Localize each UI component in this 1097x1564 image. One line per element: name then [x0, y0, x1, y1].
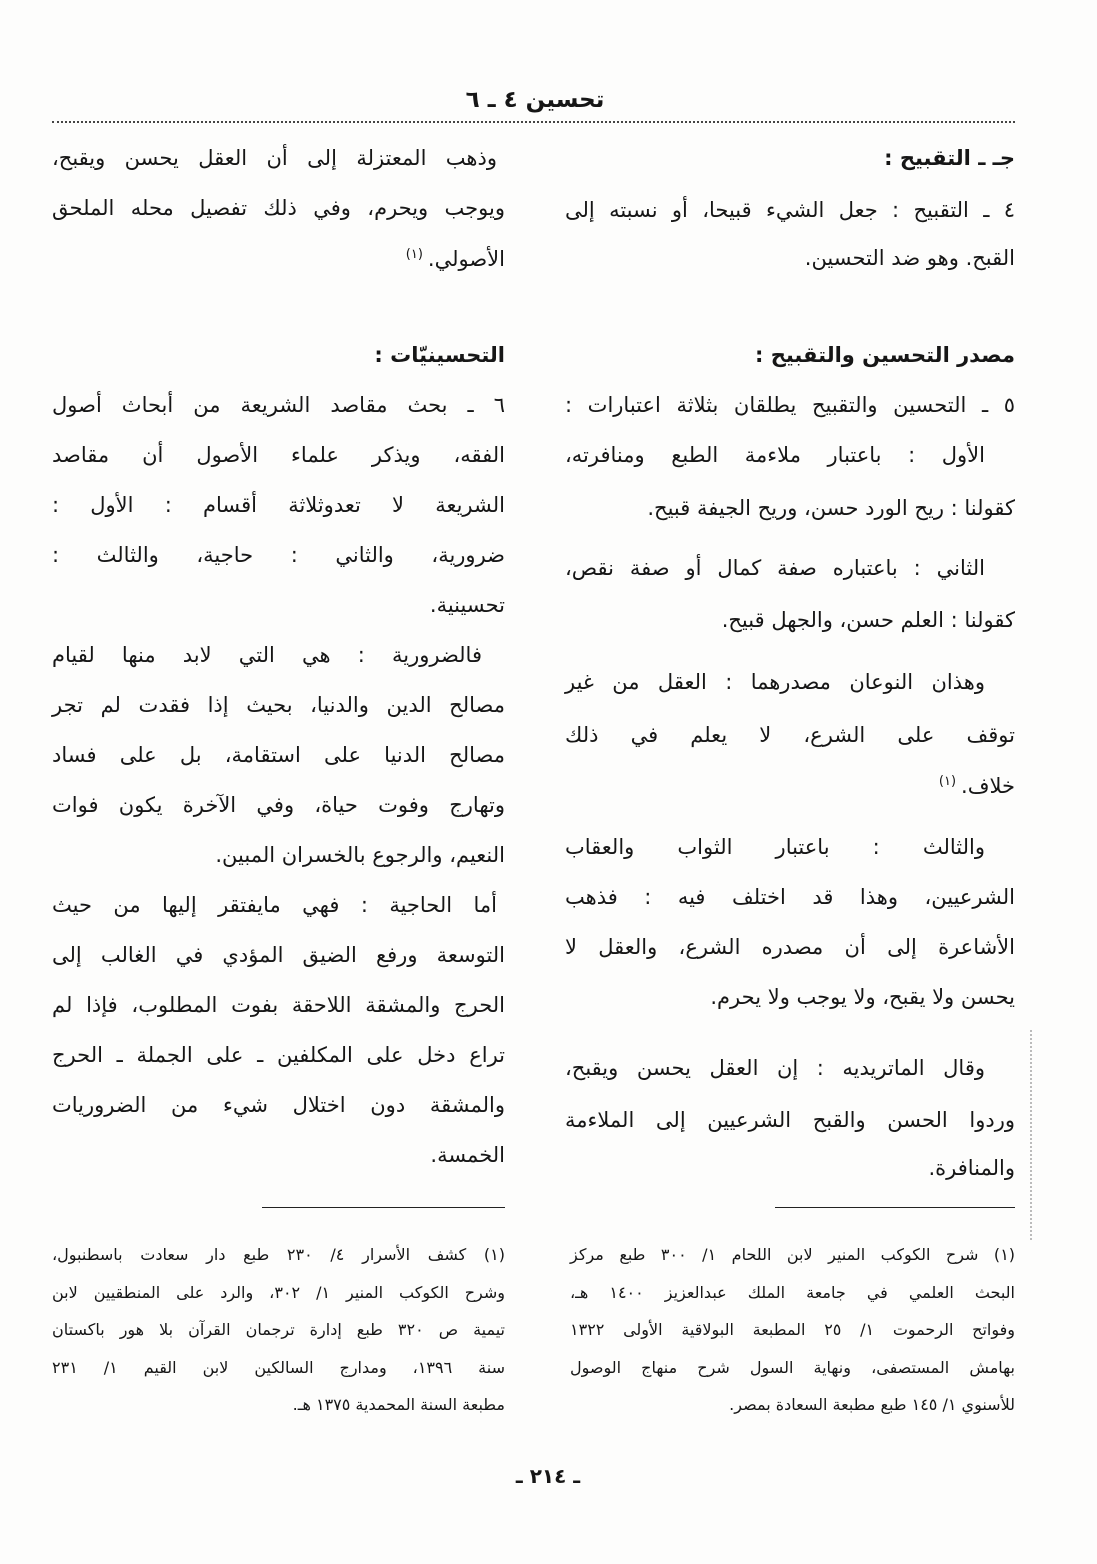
text-line: فالضرورية : هي التي لابد منها لقيام [52, 643, 482, 667]
text-line: كقولنا : العلم حسن، والجهل قبيح. [721, 608, 1015, 632]
text-line: مصالح الدين والدنيا، بحيث إذا فقدت لم تجر [52, 693, 505, 717]
text-line: التوسعة ورفع الضيق المؤدي في الغالب إلى [52, 943, 505, 967]
footnote-line: (١) كشف الأسرار ٤/ ٢٣٠ طبع دار سعادت باسطنبول، [52, 1245, 505, 1264]
running-header: تحسين ٤ ـ ٦ [465, 87, 605, 113]
text-line: ضرورية، والثاني : حاجية، والثالث : [52, 543, 505, 567]
text-line: والثالث : باعتبار الثواب والعقاب [565, 835, 985, 859]
text-line: وهذان النوعان مصدرهما : العقل من غير [565, 670, 985, 694]
section-heading-source: مصدر التحسين والتقبيح : [755, 343, 1015, 367]
text-line: الأول : باعتبار ملاءمة الطبع ومنافرته، [565, 443, 985, 467]
text-line: ٤ ـ التقبيح : جعل الشيء قبيحا، أو نسبته إلى [565, 198, 1015, 222]
footnote-separator-right [775, 1207, 1015, 1208]
footnote-line: وشرح الكوكب المنير ١/ ٣٠٢، والرد على المنطقيين لابن [52, 1283, 505, 1302]
text-line: وتهارج وفوت حياة، وفي الآخرة يكون فوات [52, 793, 505, 817]
text-line: والمشقة دون اختلال شيء من الضروريات [52, 1093, 505, 1117]
header-dotted-rule [52, 121, 1015, 123]
footnote-line: بهامش المستصفى، ونهاية السول شرح منهاج الوصول [570, 1358, 1015, 1377]
footnote-separator-left [262, 1207, 505, 1208]
text-line: الخمسة. [430, 1143, 505, 1167]
footnote-line: (١) شرح الكوكب المنير لابن اللحام ١/ ٣٠٠ طبع مركز [570, 1245, 1016, 1264]
footnote-line: البحث العلمي في جامعة الملك عبدالعزيز ١٤٠٠ هـ، [570, 1283, 1016, 1302]
text-line: الفقه، ويذكر علماء الأصول أن مقاصد [52, 443, 505, 467]
text-line: ٥ ـ التحسين والتقبيح يطلقان بثلاثة اعتبارات : [565, 393, 1015, 417]
margin-dotted-mark [1030, 1030, 1032, 1240]
section-heading-tahsiniyat: التحسينيّات : [374, 343, 505, 367]
text-line [52, 235, 505, 275]
line-text: خلاف. [961, 774, 1015, 798]
text-line: تراع دخل على المكلفين ـ على الجملة ـ الحرج [52, 1043, 505, 1067]
text-line: وذهب المعتزلة إلى أن العقل يحسن ويقبح، [52, 146, 497, 170]
text-line: مصالح الدنيا على استقامة، بل على فساد [52, 743, 505, 767]
section-heading-taqbih: جـ ـ التقبيح : [884, 146, 1015, 170]
text-line: الشريعة لا تعدوثلاثة أقسام : الأول : [52, 493, 505, 517]
text-line: الشرعيين، وهذا قد اختلف فيه : فذهب [565, 885, 1015, 909]
text-line: الحرج والمشقة اللاحقة بفوت المطلوب، فإذا لم [52, 993, 505, 1017]
text-line: وقال الماتريديه : إن العقل يحسن ويقبح، [565, 1056, 985, 1080]
footnote-line: للأسنوي ١/ ١٤٥ طبع مطبعة السعادة بمصر. [729, 1395, 1015, 1414]
footnote-line: مطبعة السنة المحمدية ١٣٧٥ هـ. [292, 1395, 505, 1414]
text-line: وردوا الحسن والقبح الشرعيين إلى الملاءمة [565, 1108, 1015, 1132]
text-line: تحسينية. [429, 593, 505, 617]
line-text: الأصولي. [427, 247, 505, 271]
text-line: توقف على الشرع، لا يعلم في ذلك [565, 723, 1015, 747]
text-line: القبح. وهو ضد التحسين. [804, 246, 1015, 270]
text-line: الثاني : باعتباره صفة كمال أو صفة نقص، [565, 556, 985, 580]
page-number: ـ ٢١٤ ـ [515, 1464, 581, 1488]
footnote-line: وفواتح الرحموت ١/ ٢٥ المطبعة البولاقية الأولى ١٣٢٢ [570, 1320, 1016, 1339]
text-line: كقولنا : ريح الورد حسن، وريح الجيفة قبيح. [647, 496, 1015, 520]
text-line: ٦ ـ بحث مقاصد الشريعة من أبحاث أصول [52, 393, 505, 417]
footnote-line: سنة ١٣٩٦، ومدارج السالكين لابن القيم ١/ ٢٣١ [52, 1358, 505, 1377]
text-line: والمنافرة. [928, 1156, 1015, 1180]
footnote-line: تيمية ص ٣٢٠ طبع إدارة ترجمان القرآن بلا هور باكستان [52, 1320, 506, 1339]
text-line: يحسن ولا يقبح، ولا يوجب ولا يحرم. [710, 985, 1015, 1009]
footnote-reference: (١) [938, 774, 957, 789]
text-line: ويوجب ويحرم، وفي ذلك تفصيل محله الملحق [52, 196, 505, 220]
text-line: النعيم، والرجوع بالخسران المبين. [215, 843, 505, 867]
text-line: الأشاعرة إلى أن مصدره الشرع، والعقل لا [565, 935, 1015, 959]
footnote-reference: (١) [405, 247, 423, 262]
text-line [565, 762, 1015, 802]
text-line: أما الحاجية : فهي مايفتقر إليها من حيث [52, 893, 497, 917]
